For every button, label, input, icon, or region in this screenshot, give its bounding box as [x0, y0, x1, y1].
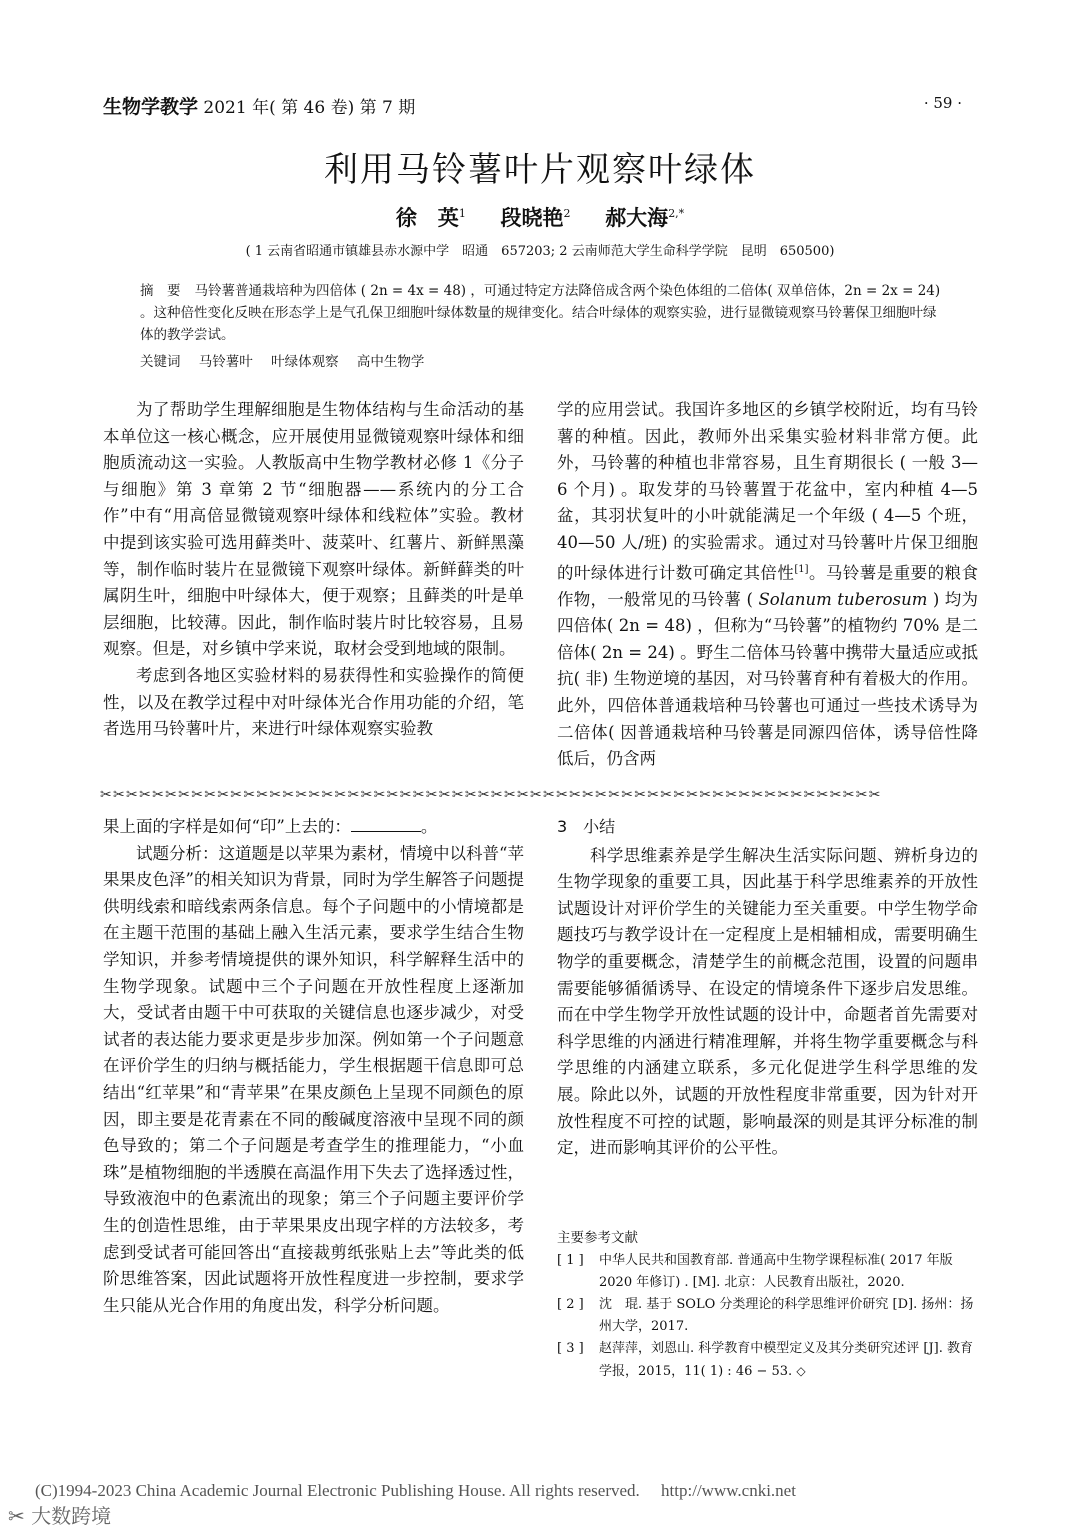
body-column-right-top — [557, 397, 978, 773]
keyword: 马铃薯叶 — [198, 354, 253, 370]
keyword: 叶绿体观察 — [271, 354, 339, 370]
body-column-left-bottom — [103, 814, 524, 1319]
citation: [1] — [794, 563, 809, 575]
cut-line-divider: ✂✂✂✂✂✂✂✂✂✂✂✂✂✂✂✂✂✂✂✂✂✂✂✂✂✂✂✂✂✂✂✂✂✂✂✂✂✂✂✂✂✂✂✂✂✂✂✂✂✂✂✂✂✂✂✂✂✂✂✂ — [100, 787, 882, 803]
paragraph: 为了帮助学生理解细胞是生物体结构与生命活动的基本单位这一核心概念，应开展使用显微镜观察叶绿体和细胞质流动这一实验。人教版高中生物学教材必修 1《分子与细胞》第 3 章第 2 节“细胞器——系统内的分工合作”中有“用高倍显微镜观察叶绿体和线粒体”实验。教材中提到该实验可选用藓类叶、菠菜叶、红薯片、新鲜黑藻等，制作临时装片在显微镜下观察叶绿体。新鲜藓类的叶属阴生叶，细胞中叶绿体大，便于观察；且藓类的叶是单层细胞，比较薄。因此，制作临时装片时比较容易，且易观察。但是，对乡镇中学来说，取材会受到地域的限制。 — [103, 400, 524, 659]
latin-name: Solanum tuberosum — [758, 589, 928, 609]
body-column-left-top — [103, 397, 524, 743]
abstract-text: 马铃薯普通栽培种为四倍体 ( 2n = 4x = 48) ，可通过特定方法降倍成含两个染色体组的二倍体( 双单倍体，2n = 2x = 24) 。这种倍性变化反映在形态学上是气孔保卫细胞叶绿体数量的规律变化。结合叶绿体的观察实验，进行显微镜观察马铃薯保卫细胞叶绿体的教学尝试。 — [140, 283, 941, 343]
paragraph: 学的应用尝试。我国许多地区的乡镇学校附近，均有马铃薯的种植。因此，教师外出采集实验材料非常方便。此外，马铃薯的种植也非常容易，且生育期很长 ( 一般 3—6 个月) 。取发芽的马铃薯置于花盆中，室内种植 4—5 盆，其羽状复叶的小叶就能满足一个年级 ( 4—5 个班，40—50 人/班) 的实验需求。通过对马铃薯叶片保卫细胞的叶绿体进行计数可确定其倍性[1]。马铃薯是重要的粮食作物，一般常见的马铃薯 ( Solanum tuberosum ) 均为四倍体( 2n = 48) ，但称为“马铃薯”的植物约 70% 是二倍体( 2n = 24) 。野生二倍体马铃薯中携带大量适应或抵抗( 非) 生物逆境的基因，对马铃薯育种有着极大的作用。此外，四倍体普通栽培种马铃薯也可通过一些技术诱导为二倍体( 因普通栽培种马铃薯是同源四倍体，诱导倍性降低后，仍含两 — [557, 400, 979, 769]
end-mark-icon: ◇ — [796, 1364, 806, 1378]
article-title: 利用马铃薯叶片观察叶绿体 — [324, 150, 756, 190]
keyword: 高中生物学 — [356, 354, 425, 370]
author: 段晓艳$^2$ — [500, 205, 571, 230]
keywords-label: 关键词 — [140, 354, 181, 370]
body-column-right-bottom — [557, 814, 978, 1162]
answer-blank — [351, 817, 421, 832]
author: 徐 英$^1$ — [395, 205, 466, 230]
reference-item: [ 3 ] 赵萍萍，刘恩山. 科学教育中模型定义及其分类研究述评 [J]. 教育学报，2015，11( 1) : 46 − 53. ◇ — [557, 1341, 974, 1379]
author-list — [0, 202, 1080, 232]
reference-item: [ 2 ] 沈 琨. 基于 SOLO 分类理论的科学思维评价研究 [D]. 扬州：扬州大学，2017. — [557, 1297, 974, 1334]
references-list — [557, 1250, 982, 1383]
page-number: · 59 · — [923, 94, 962, 112]
abstract — [140, 280, 945, 346]
abstract-label: 摘 要 — [140, 283, 181, 299]
keywords — [140, 350, 424, 370]
paragraph: 果上面的字样是如何“印”上去的： 。 — [103, 817, 438, 836]
references-title: 主要参考文献 — [557, 1230, 638, 1246]
watermark-logo: ✂ 大数跨境 — [8, 1504, 112, 1528]
paragraph: 考虑到各地区实验材料的易获得性和实验操作的简便性，以及在教学过程中对叶绿体光合作用功能的介绍，笔者选用马铃薯叶片，来进行叶绿体观察实验教 — [103, 665, 524, 739]
paragraph: 试题分析：这道题是以苹果为素材，情境中以科普“苹果果皮色泽”的相关知识为背景，同时为学生解答子问题提供明线索和暗线索两条信息。每个子问题中的小情境都是在主题干范围的基础上融入生活元素，要求学生结合生物学知识，并参考情境提供的课外知识，科学解释生活中的生物学现象。试题中三个子问题在开放性程度上逐渐加大，受试者由题干中可获取的关键信息也逐步减少，对受试者的表达能力要求更是步步加深。例如第一个子问题意在评价学生的归纳与概括能力，学生根据题干信息即可总结出“红苹果”和“青苹果”在果皮颜色上呈现不同颜色的原因，即主要是花青素在不同的酸碱度溶液中呈现不同的颜色导致的；第二个子问题是考查学生的推理能力，“小血珠”是植物细胞的半透膜在高温作用下失去了选择透过性，导致液泡中的色素流出的现象；第三个子问题主要评价学生的创造性思维，由于苹果果皮出现字样的方法较多，考虑到受试者可能回答出“直接裁剪纸张贴上去”等此类的低阶思维答案，因此试题将开放性程度进一步控制，要求学生只能从光合作用的角度出发，科学分析问题。 — [103, 843, 524, 1315]
reference-item: [ 1 ] 中华人民共和国教育部. 普通高中生物学课程标准( 2017 年版 2020 年修订) . [M]. 北京：人民教育出版社，2020. — [557, 1253, 953, 1290]
copyright-footer: (C)1994-2023 China Academic Journal Electronic Publishing House. All rights reserved. http://www.cnki.net — [35, 1481, 796, 1500]
journal-name: 生物学教学 — [103, 96, 199, 118]
issue-info: 2021 年( 第 46 卷) 第 7 期 — [203, 98, 416, 118]
paragraph: 科学思维素养是学生解决生活实际问题、辨析身边的生物学现象的重要工具，因此基于科学思维素养的开放性试题设计对评价学生的关键能力至关重要。中学生物学命题技巧与教学设计在一定程度上是相辅相成，需要明确生物学的重要概念，清楚学生的前概念范围，设置的问题串需要能够循循诱导、在设定的情境条件下逐步启发思维。而在中学生物学开放性试题的设计中，命题者首先需要对科学思维的内涵进行精准理解，并将生物学重要概念与科学思维的内涵建立联系，多元化促进学生科学思维的发展。除此以外，试题的开放性程度非常重要，因为针对开放性程度不可控的试题，影响最深的则是其评分标准的制定，进而影响其评价的公平性。 — [557, 845, 978, 1158]
author: 郝大海$^{2,*}$ — [605, 205, 685, 230]
section-heading: 3 小结 — [557, 817, 616, 836]
affiliation: ( 1 云南省昭通市镇雄县赤水源中学 昭通 657203; 2 云南师范大学生命科学学院 昆明 650500) — [245, 244, 835, 259]
running-header — [103, 92, 415, 119]
